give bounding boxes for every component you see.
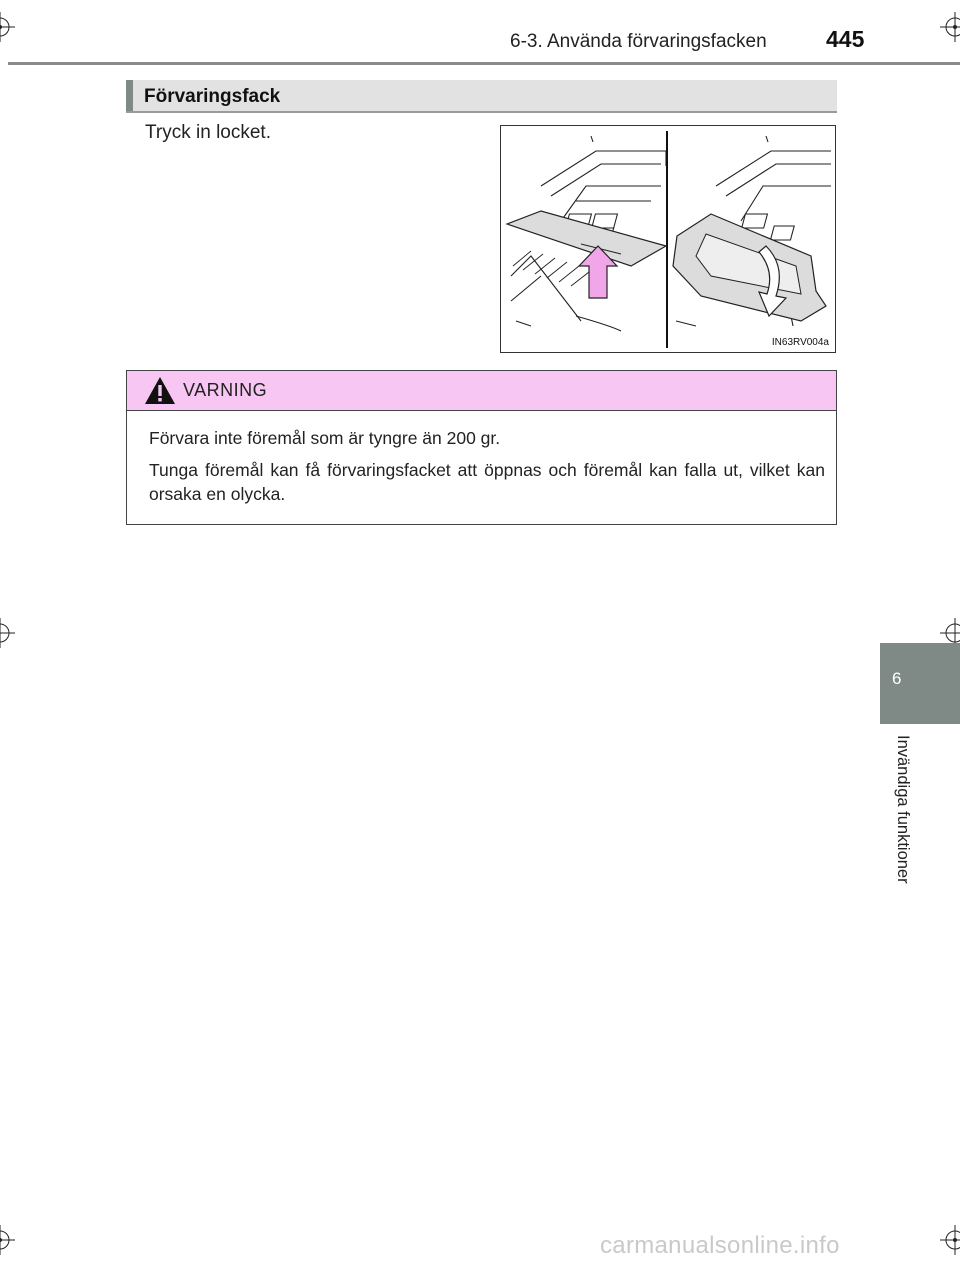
- warning-box: [126, 370, 837, 525]
- header-section-title: 6-3. Använda förvaringsfacken: [510, 31, 767, 52]
- chapter-tab: [880, 643, 960, 724]
- illustration-drawing: [501, 126, 834, 351]
- section-heading-accent: [126, 80, 133, 111]
- registration-mark-icon: [0, 1225, 15, 1255]
- registration-mark-icon: [0, 12, 15, 42]
- chapter-number: 6: [892, 669, 902, 688]
- storage-compartment-illustration: [500, 125, 836, 353]
- warning-paragraph-2: Tunga föremål kan få förvaringsfacket att öppnas och föremål kan falla ut, vilket kan orsaka en olycka.: [149, 460, 825, 504]
- registration-mark-icon: [0, 618, 15, 648]
- chapter-label: Invändiga funktioner: [894, 735, 912, 884]
- registration-mark-icon: [940, 12, 960, 42]
- warning-paragraph-1: Förvara inte föremål som är tyngre än 200 gr.: [149, 428, 501, 448]
- registration-mark-icon: [940, 1225, 960, 1255]
- warning-label: VARNING: [183, 380, 268, 400]
- warning-header: [127, 371, 836, 411]
- section-title: Förvaringsfack: [144, 86, 281, 107]
- warning-triangle-icon: [144, 376, 176, 405]
- section-heading-bar: [126, 80, 837, 113]
- watermark-text: carmanualsonline.info: [600, 1232, 840, 1259]
- page-number: 445: [826, 26, 865, 52]
- header-divider: [8, 62, 960, 65]
- step-instruction: Tryck in locket.: [145, 122, 271, 143]
- figure-code: IN63RV004a: [771, 337, 829, 348]
